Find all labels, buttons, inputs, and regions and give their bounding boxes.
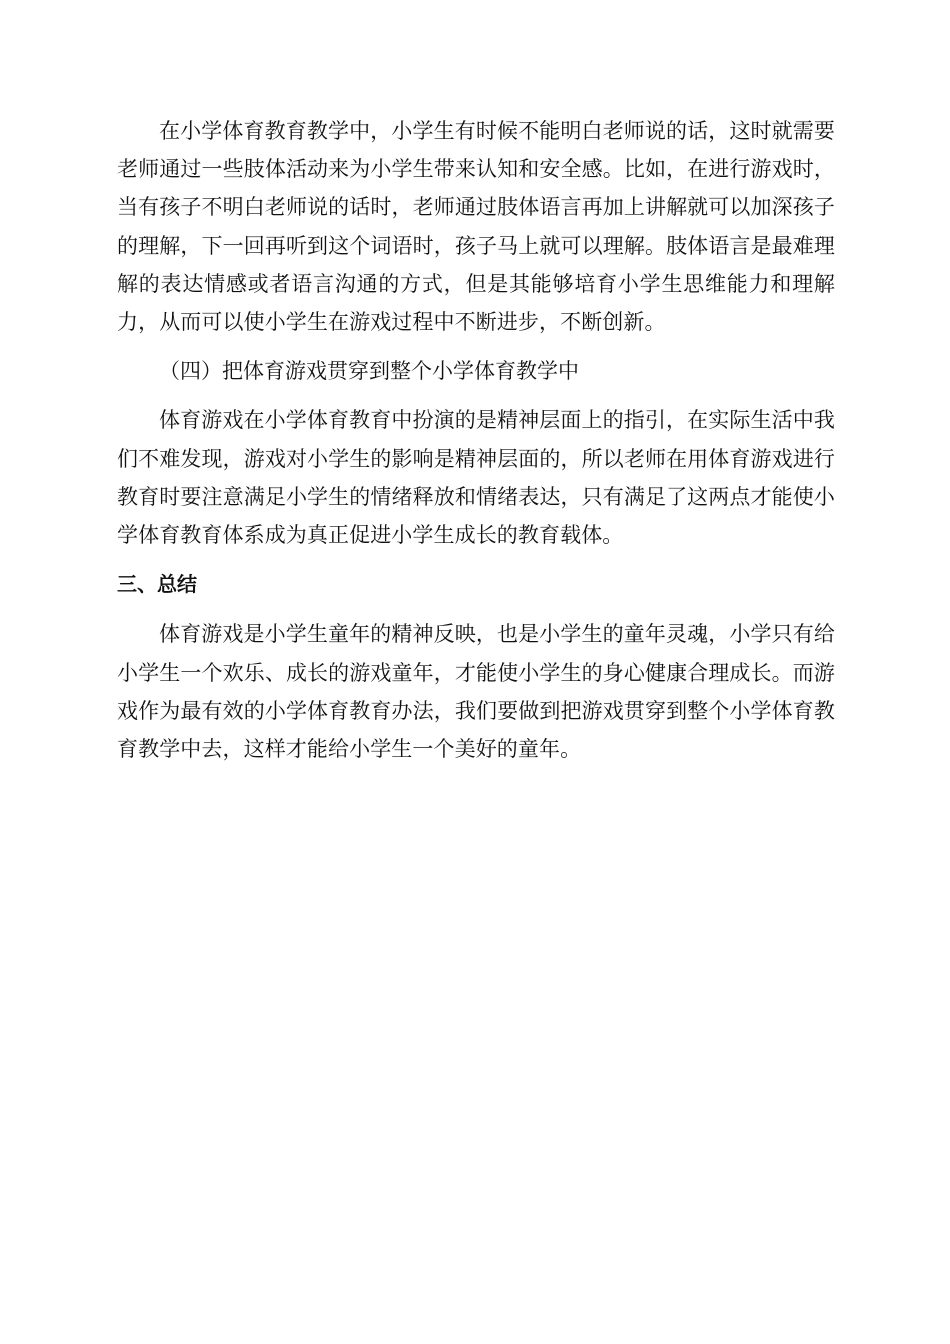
spacer [117, 603, 835, 615]
spacer [117, 390, 835, 401]
subsection-heading-4: （四）把体育游戏贯穿到整个小学体育教学中 [159, 359, 579, 384]
spacer [117, 341, 835, 352]
body-paragraph-sports-games-spirit: 体育游戏在小学体育教育中扮演的是精神层面上的指引，在实际生活中我们不难发现，游戏对小学生的影响是精神层面的，所以老师在用体育游戏进行教育时要注意满足小学生的情绪释放和情绪表达，只有满足了这两点才能使小学体育教育体系成为真正促进小学生成长的教育载体。 [117, 408, 835, 548]
section-heading-summary: 三、总结 [117, 572, 197, 597]
document-page [117, 112, 835, 768]
body-paragraph-conclusion: 体育游戏是小学生童年的精神反映，也是小学生的童年灵魂，小学只有给小学生一个欢乐、成长的游戏童年，才能使小学生的身心健康合理成长。而游戏作为最有效的小学体育教育办法，我们要做到把游戏贯穿到整个小学体育教育教学中去，这样才能给小学生一个美好的童年。 [117, 622, 835, 762]
spacer [117, 554, 835, 565]
body-paragraph-body-language: 在小学体育教育教学中，小学生有时候不能明白老师说的话，这时就需要老师通过一些肢体活动来为小学生带来认知和安全感。比如，在进行游戏时，当有孩子不明白老师说的话时，老师通过肢体语言再加上讲解就可以加深孩子的理解，下一回再听到这个词语时，孩子马上就可以理解。肢体语言是最难理解的表达情感或者语言沟通的方式，但是其能够培育小学生思维能力和理解力，从而可以使小学生在游戏过程中不断进步，不断创新。 [117, 119, 835, 335]
